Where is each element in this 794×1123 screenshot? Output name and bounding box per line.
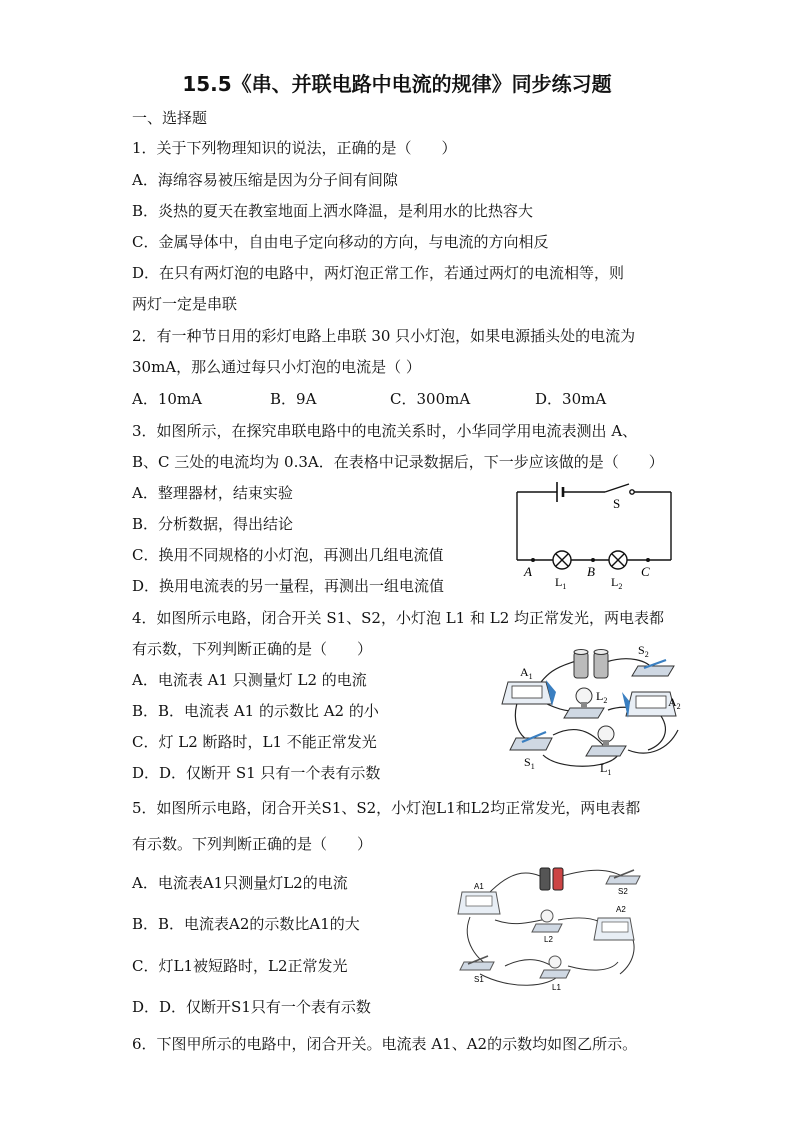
q5-label-a2: A2 <box>616 905 626 914</box>
q1-option-d-cont: 两灯一定是串联 <box>132 295 238 313</box>
q2-option-a: A．10mA <box>132 390 202 408</box>
q4-stem-cont: 有示数，下列判断正确的是（ ） <box>132 640 373 658</box>
section-heading: 一、选择题 <box>132 109 208 127</box>
q5-label-l2: L2 <box>544 935 553 944</box>
q2-option-c: C．300mA <box>390 390 471 408</box>
q3-label-point-b: B <box>587 564 595 579</box>
q4-ammeter-a1 <box>502 680 556 706</box>
q5-label-a1: A1 <box>474 882 484 891</box>
q5-ammeter-a1 <box>458 892 500 914</box>
q3-option-d: D．换用电流表的另一量程，再测出一组电流值 <box>132 577 445 595</box>
q5-stem-cont: 有示数。下列判断正确的是（ ） <box>132 835 373 853</box>
q5-label-s1: S1 <box>474 975 484 984</box>
q3-label-switch: S <box>613 496 621 511</box>
q2-option-d: D．30mA <box>535 390 607 408</box>
page-title: 15.5《串、并联电路中电流的规律》同步练习题 <box>182 72 612 96</box>
q4-label-a1: $A_1$ <box>520 665 533 681</box>
q3-series-circuit-figure <box>505 476 680 594</box>
q4-switch-s1 <box>510 732 552 750</box>
q4-switch-s2 <box>632 660 674 676</box>
q5-option-b: B．B．电流表A2的示数比A1的大 <box>132 915 360 933</box>
q3-stem: 3．如图所示，在探究串联电路中的电流关系时，小华同学用电流表测出 A、 <box>132 422 638 440</box>
q1-option-c: C．金属导体中，自由电子定向移动的方向，与电流的方向相反 <box>132 233 549 251</box>
q2-option-b: B．9A <box>270 390 317 408</box>
q1-option-a: A．海绵容易被压缩是因为分子间有间隙 <box>132 171 398 189</box>
q5-lamp-l1 <box>540 956 570 978</box>
q2-stem-cont: 30mA，那么通过每只小灯泡的电流是（ ） <box>132 358 421 376</box>
q6-stem: 6．下图甲所示的电路中，闭合开关。电流表 A1、A2的示数均如图乙所示。 <box>132 1035 638 1053</box>
q5-ammeter-a2 <box>594 918 634 940</box>
q4-battery-icon <box>574 650 608 679</box>
q5-option-a: A．电流表A1只测量灯L2的电流 <box>132 874 348 892</box>
q4-label-a2: $A_2$ <box>668 695 681 711</box>
q4-label-l1: $L_1$ <box>600 761 612 777</box>
q1-option-b: B．炎热的夏天在教室地面上洒水降温，是利用水的比热容大 <box>132 202 534 220</box>
q4-lamp-l1 <box>586 726 626 756</box>
q4-option-b: B．B．电流表 A1 的示数比 A2 的小 <box>132 702 379 720</box>
q3-label-lamp2: $L_2$ <box>611 575 623 591</box>
q4-label-s2: $S_2$ <box>638 643 649 659</box>
q5-label-l1: L1 <box>552 983 561 992</box>
q3-stem-cont: B、C 三处的电流均为 0.3A．在表格中记录数据后，下一步应该做的是（ ） <box>132 453 664 471</box>
q3-option-c: C．换用不同规格的小灯泡，再测出几组电流值 <box>132 546 444 564</box>
q5-battery-icon <box>540 868 563 890</box>
q4-option-c: C．灯 L2 断路时，L1 不能正常发光 <box>132 733 377 751</box>
q3-option-b: B．分析数据，得出结论 <box>132 515 294 533</box>
q2-stem: 2．有一种节日用的彩灯电路上串联 30 只小灯泡，如果电源插头处的电流为 <box>132 327 636 345</box>
q1-option-d: D．在只有两灯泡的电路中，两灯泡正常工作，若通过两灯的电流相等，则 <box>132 264 625 282</box>
q4-physical-circuit-figure <box>498 640 688 780</box>
q5-stem: 5．如图所示电路，闭合开关S1、S2，小灯泡L1和L2均正常发光，两电表都 <box>132 799 641 817</box>
q5-option-c: C．灯L1被短路时，L2正常发光 <box>132 957 348 975</box>
q3-label-point-c: C <box>641 564 650 579</box>
q3-option-a: A．整理器材，结束实验 <box>132 484 293 502</box>
q5-option-d: D．D．仅断开S1只有一个表有示数 <box>132 998 371 1016</box>
q1-stem: 1．关于下列物理知识的说法，正确的是（ ） <box>132 139 457 157</box>
q4-stem: 4．如图所示电路，闭合开关 S1、S2，小灯泡 L1 和 L2 均正常发光，两电表都 <box>132 609 665 627</box>
q5-switch-s1 <box>460 956 494 970</box>
q4-label-s1: $S_1$ <box>524 755 535 771</box>
q4-option-d: D．D．仅断开 S1 只有一个表有示数 <box>132 764 381 782</box>
q3-label-point-a: A <box>524 564 532 579</box>
q5-label-s2: S2 <box>618 887 628 896</box>
q4-label-l2: $L_2$ <box>596 689 608 705</box>
q5-physical-circuit-figure <box>450 862 650 998</box>
q4-option-a: A．电流表 A1 只测量灯 L2 的电流 <box>132 671 367 689</box>
q3-label-lamp1: $L_1$ <box>555 575 567 591</box>
